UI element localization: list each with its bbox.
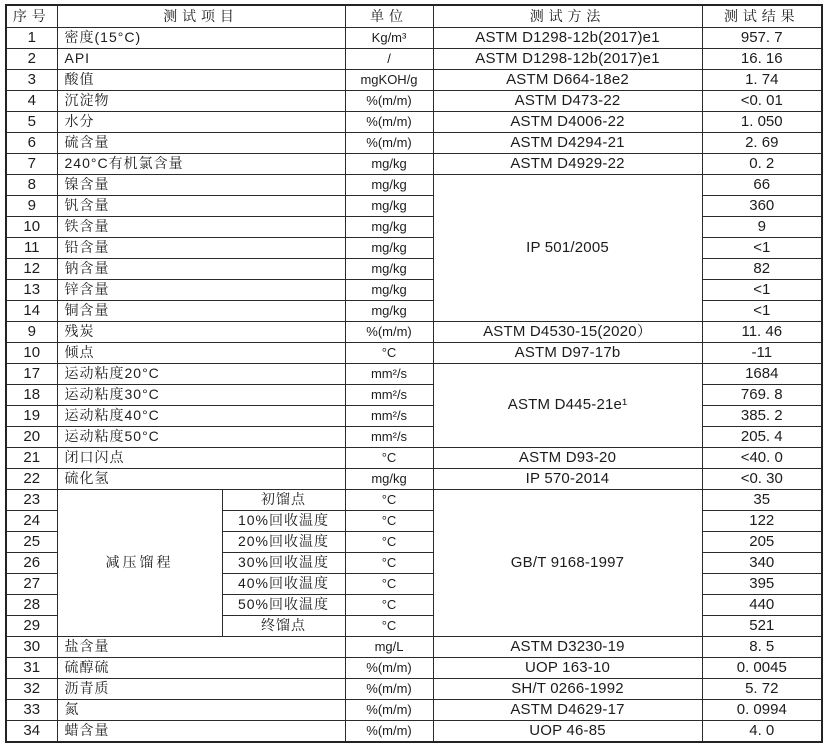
- cell-unit: °C: [345, 490, 433, 511]
- cell-result: 360: [702, 196, 822, 217]
- cell-unit: mg/kg: [345, 154, 433, 175]
- cell-item-sub: 20%回收温度: [222, 532, 345, 553]
- cell-item: 240°C有机氯含量: [57, 154, 345, 175]
- cell-unit: mg/kg: [345, 217, 433, 238]
- cell-unit: °C: [345, 532, 433, 553]
- cell-method: ASTM D4530-15(2020）: [433, 322, 702, 343]
- table-row: [6, 469, 822, 490]
- cell-result: 0. 0994: [702, 700, 822, 721]
- cell-method: ASTM D4294-21: [433, 133, 702, 154]
- table-row: [6, 658, 822, 679]
- cell-result: 0. 2: [702, 154, 822, 175]
- cell-item: 水分: [57, 112, 345, 133]
- cell-result: <40. 0: [702, 448, 822, 469]
- table-row: [6, 721, 822, 743]
- cell-method: IP 570-2014: [433, 469, 702, 490]
- cell-unit: mm²/s: [345, 427, 433, 448]
- cell-unit: mg/kg: [345, 469, 433, 490]
- table-row: [6, 175, 822, 196]
- cell-no: 18: [6, 385, 57, 406]
- cell-no: 1: [6, 28, 57, 49]
- cell-no: 28: [6, 595, 57, 616]
- cell-unit: mg/L: [345, 637, 433, 658]
- cell-no: 4: [6, 91, 57, 112]
- cell-method: ASTM D3230-19: [433, 637, 702, 658]
- header-item: 测试项目: [57, 5, 345, 28]
- cell-no: 30: [6, 637, 57, 658]
- cell-method: ASTM D1298-12b(2017)e1: [433, 49, 702, 70]
- cell-result: 0. 0045: [702, 658, 822, 679]
- cell-unit: °C: [345, 616, 433, 637]
- table-row: [6, 322, 822, 343]
- cell-item-sub: 10%回收温度: [222, 511, 345, 532]
- cell-result: 122: [702, 511, 822, 532]
- table-row: [6, 637, 822, 658]
- header-unit: 单位: [345, 5, 433, 28]
- cell-unit: °C: [345, 574, 433, 595]
- cell-result: 205. 4: [702, 427, 822, 448]
- cell-no: 7: [6, 154, 57, 175]
- cell-unit: Kg/m³: [345, 28, 433, 49]
- cell-no: 6: [6, 133, 57, 154]
- cell-item: 闭口闪点: [57, 448, 345, 469]
- cell-method: ASTM D4629-17: [433, 700, 702, 721]
- cell-unit: /: [345, 49, 433, 70]
- cell-no: 10: [6, 343, 57, 364]
- cell-no: 9: [6, 196, 57, 217]
- cell-no: 3: [6, 70, 57, 91]
- cell-no: 26: [6, 553, 57, 574]
- cell-item: 钒含量: [57, 196, 345, 217]
- cell-no: 2: [6, 49, 57, 70]
- cell-no: 31: [6, 658, 57, 679]
- table-row: [6, 49, 822, 70]
- cell-unit: %(m/m): [345, 133, 433, 154]
- cell-item: 运动粘度40°C: [57, 406, 345, 427]
- header-result: 测试结果: [702, 5, 822, 28]
- cell-item: 沉淀物: [57, 91, 345, 112]
- cell-unit: mg/kg: [345, 280, 433, 301]
- cell-no: 32: [6, 679, 57, 700]
- cell-unit: mg/kg: [345, 238, 433, 259]
- cell-item: 酸值: [57, 70, 345, 91]
- table-row: [6, 112, 822, 133]
- cell-item: 盐含量: [57, 637, 345, 658]
- cell-result: <1: [702, 280, 822, 301]
- cell-no: 14: [6, 301, 57, 322]
- cell-no: 29: [6, 616, 57, 637]
- cell-item: 锌含量: [57, 280, 345, 301]
- cell-result: 4. 0: [702, 721, 822, 743]
- cell-item: 镍含量: [57, 175, 345, 196]
- cell-method: UOP 163-10: [433, 658, 702, 679]
- cell-result: 769. 8: [702, 385, 822, 406]
- cell-result: 8. 5: [702, 637, 822, 658]
- cell-item-sub: 30%回收温度: [222, 553, 345, 574]
- cell-unit: %(m/m): [345, 658, 433, 679]
- cell-item: 硫含量: [57, 133, 345, 154]
- cell-method: ASTM D1298-12b(2017)e1: [433, 28, 702, 49]
- header-method: 测试方法: [433, 5, 702, 28]
- cell-method: ASTM D4006-22: [433, 112, 702, 133]
- cell-result: 66: [702, 175, 822, 196]
- cell-no: 22: [6, 469, 57, 490]
- cell-result: 205: [702, 532, 822, 553]
- cell-unit: mg/kg: [345, 301, 433, 322]
- cell-result: 1. 74: [702, 70, 822, 91]
- cell-result: 2. 69: [702, 133, 822, 154]
- cell-item: 倾点: [57, 343, 345, 364]
- cell-no: 20: [6, 427, 57, 448]
- cell-method-merged: IP 501/2005: [433, 175, 702, 322]
- cell-result: 957. 7: [702, 28, 822, 49]
- cell-item: 运动粘度50°C: [57, 427, 345, 448]
- cell-unit: °C: [345, 448, 433, 469]
- cell-result: 440: [702, 595, 822, 616]
- cell-no: 11: [6, 238, 57, 259]
- cell-result: 5. 72: [702, 679, 822, 700]
- cell-result: <1: [702, 238, 822, 259]
- cell-item: 蜡含量: [57, 721, 345, 743]
- cell-unit: %(m/m): [345, 112, 433, 133]
- cell-result: <1: [702, 301, 822, 322]
- cell-item: 铅含量: [57, 238, 345, 259]
- cell-result: <0. 30: [702, 469, 822, 490]
- cell-item-group: 减压馏程: [57, 490, 222, 637]
- cell-item: 钠含量: [57, 259, 345, 280]
- cell-item: 硫化氢: [57, 469, 345, 490]
- cell-no: 21: [6, 448, 57, 469]
- cell-method: ASTM D4929-22: [433, 154, 702, 175]
- table-row: [6, 364, 822, 385]
- cell-item: 沥青质: [57, 679, 345, 700]
- cell-no: 5: [6, 112, 57, 133]
- cell-no: 17: [6, 364, 57, 385]
- cell-unit: %(m/m): [345, 700, 433, 721]
- header-no: 序号: [6, 5, 57, 28]
- cell-no: 23: [6, 490, 57, 511]
- table-row: [6, 490, 822, 511]
- cell-unit: °C: [345, 595, 433, 616]
- header-row: [6, 5, 822, 28]
- cell-unit: mm²/s: [345, 406, 433, 427]
- cell-no: 13: [6, 280, 57, 301]
- cell-method: ASTM D93-20: [433, 448, 702, 469]
- cell-item: 密度(15°C): [57, 28, 345, 49]
- cell-result: 1684: [702, 364, 822, 385]
- table-row: [6, 343, 822, 364]
- cell-no: 25: [6, 532, 57, 553]
- cell-unit: mg/kg: [345, 175, 433, 196]
- table-row: [6, 70, 822, 91]
- cell-result: 9: [702, 217, 822, 238]
- cell-item-sub: 终馏点: [222, 616, 345, 637]
- cell-method: UOP 46-85: [433, 721, 702, 743]
- cell-item: API: [57, 49, 345, 70]
- cell-item: 铜含量: [57, 301, 345, 322]
- cell-method-merged: ASTM D445-21e¹: [433, 364, 702, 448]
- cell-no: 8: [6, 175, 57, 196]
- cell-result: 35: [702, 490, 822, 511]
- cell-result: 11. 46: [702, 322, 822, 343]
- cell-method: ASTM D97-17b: [433, 343, 702, 364]
- cell-result: 395: [702, 574, 822, 595]
- cell-unit: °C: [345, 343, 433, 364]
- cell-no: 10: [6, 217, 57, 238]
- cell-unit: °C: [345, 553, 433, 574]
- cell-no: 24: [6, 511, 57, 532]
- cell-result: 1. 050: [702, 112, 822, 133]
- cell-item: 残炭: [57, 322, 345, 343]
- cell-unit: %(m/m): [345, 721, 433, 743]
- cell-no: 9: [6, 322, 57, 343]
- cell-no: 34: [6, 721, 57, 743]
- cell-unit: %(m/m): [345, 91, 433, 112]
- cell-result: 340: [702, 553, 822, 574]
- cell-no: 27: [6, 574, 57, 595]
- cell-unit: %(m/m): [345, 679, 433, 700]
- cell-item: 氮: [57, 700, 345, 721]
- cell-no: 19: [6, 406, 57, 427]
- cell-unit: mg/kg: [345, 196, 433, 217]
- cell-no: 12: [6, 259, 57, 280]
- cell-result: 82: [702, 259, 822, 280]
- cell-result: <0. 01: [702, 91, 822, 112]
- cell-result: 521: [702, 616, 822, 637]
- table-row: [6, 154, 822, 175]
- table-row: [6, 700, 822, 721]
- table-row: [6, 448, 822, 469]
- cell-unit: mg/kg: [345, 259, 433, 280]
- cell-item: 铁含量: [57, 217, 345, 238]
- cell-item: 运动粘度20°C: [57, 364, 345, 385]
- cell-unit: %(m/m): [345, 322, 433, 343]
- cell-unit: mm²/s: [345, 364, 433, 385]
- cell-item: 硫醇硫: [57, 658, 345, 679]
- table-row: [6, 28, 822, 49]
- cell-unit: mgKOH/g: [345, 70, 433, 91]
- cell-result: -11: [702, 343, 822, 364]
- cell-no: 33: [6, 700, 57, 721]
- cell-method: ASTM D664-18e2: [433, 70, 702, 91]
- test-report-table: [5, 4, 823, 743]
- table-row: [6, 91, 822, 112]
- table-row: [6, 679, 822, 700]
- cell-unit: °C: [345, 511, 433, 532]
- cell-item-sub: 40%回收温度: [222, 574, 345, 595]
- table-row: [6, 133, 822, 154]
- cell-item-sub: 50%回收温度: [222, 595, 345, 616]
- cell-method: SH/T 0266-1992: [433, 679, 702, 700]
- cell-item: 运动粘度30°C: [57, 385, 345, 406]
- cell-method-merged: GB/T 9168-1997: [433, 490, 702, 637]
- cell-result: 16. 16: [702, 49, 822, 70]
- cell-result: 385. 2: [702, 406, 822, 427]
- cell-method: ASTM D473-22: [433, 91, 702, 112]
- cell-unit: mm²/s: [345, 385, 433, 406]
- cell-item-sub: 初馏点: [222, 490, 345, 511]
